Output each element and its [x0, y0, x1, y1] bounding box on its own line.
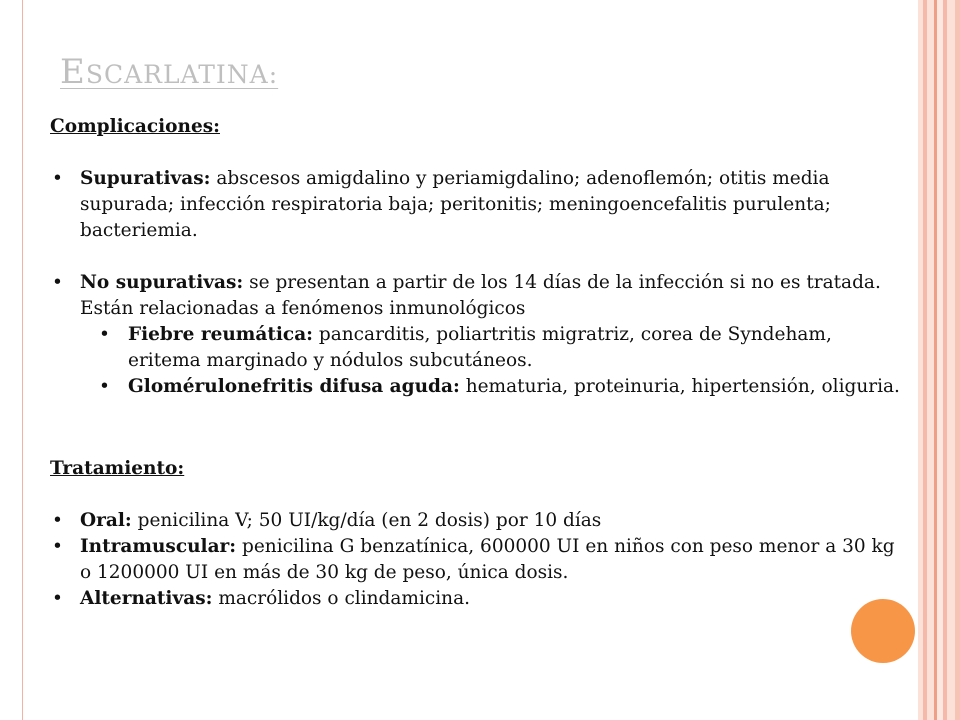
treatment-list	[50, 508, 910, 612]
list-item	[50, 270, 910, 322]
item-text: penicilina V; 50 UI/kg/día (en 2 dosis) por 10 días	[131, 510, 602, 531]
list-item	[50, 534, 910, 586]
item-term: No supurativas:	[80, 272, 244, 293]
stripe	[947, 0, 955, 720]
complications-list-2	[50, 270, 910, 400]
title-initial: E	[60, 52, 86, 92]
orange-circle-decoration	[851, 599, 915, 663]
sub-list-item	[80, 322, 910, 374]
item-term: Supurativas:	[80, 168, 211, 189]
left-accent-line	[22, 0, 23, 720]
list-item	[50, 586, 910, 612]
item-text: hematuria, proteinuria, hipertensión, oliguria.	[459, 376, 900, 397]
item-text: penicilina G benzatínica, 600000 UI en niños con peso menor a 30 kg o 1200000 UI en más de 30 kg de peso, única dosis.	[80, 536, 895, 583]
sub-list-item	[80, 374, 910, 400]
item-text: se presentan a partir de los 14 días de la infección si no es tratada. Están relacionadas a fenómenos inmunológicos	[80, 272, 881, 319]
item-text: macrólidos o clindamicina.	[212, 588, 470, 609]
complications-list	[50, 166, 910, 244]
item-term: Alternativas:	[80, 588, 213, 609]
stripe	[955, 0, 960, 720]
item-term: Oral:	[80, 510, 132, 531]
slide-title	[60, 52, 278, 92]
stripe	[927, 0, 934, 720]
item-term: Glomérulonefritis difusa aguda:	[128, 376, 460, 397]
list-item	[50, 508, 910, 534]
item-text: pancarditis, poliartritis migratriz, corea de Syndeham, eritema marginado y nódulos subcutáneos.	[128, 324, 832, 371]
slide-body	[50, 114, 910, 612]
complications-heading: Complicaciones:	[50, 116, 220, 137]
title-rest: SCARLATINA:	[85, 60, 279, 89]
list-item	[50, 166, 910, 244]
item-text: abscesos amigdalino y periamigdalino; adenoflemón; otitis media supurada; infección respiratoria baja; peritonitis; meningoencefalitis purulenta; bacteriemia.	[80, 168, 831, 241]
right-decorative-stripes	[918, 0, 960, 720]
item-term: Fiebre reumática:	[128, 324, 314, 345]
treatment-heading: Tratamiento:	[50, 458, 185, 479]
item-term: Intramuscular:	[80, 536, 237, 557]
